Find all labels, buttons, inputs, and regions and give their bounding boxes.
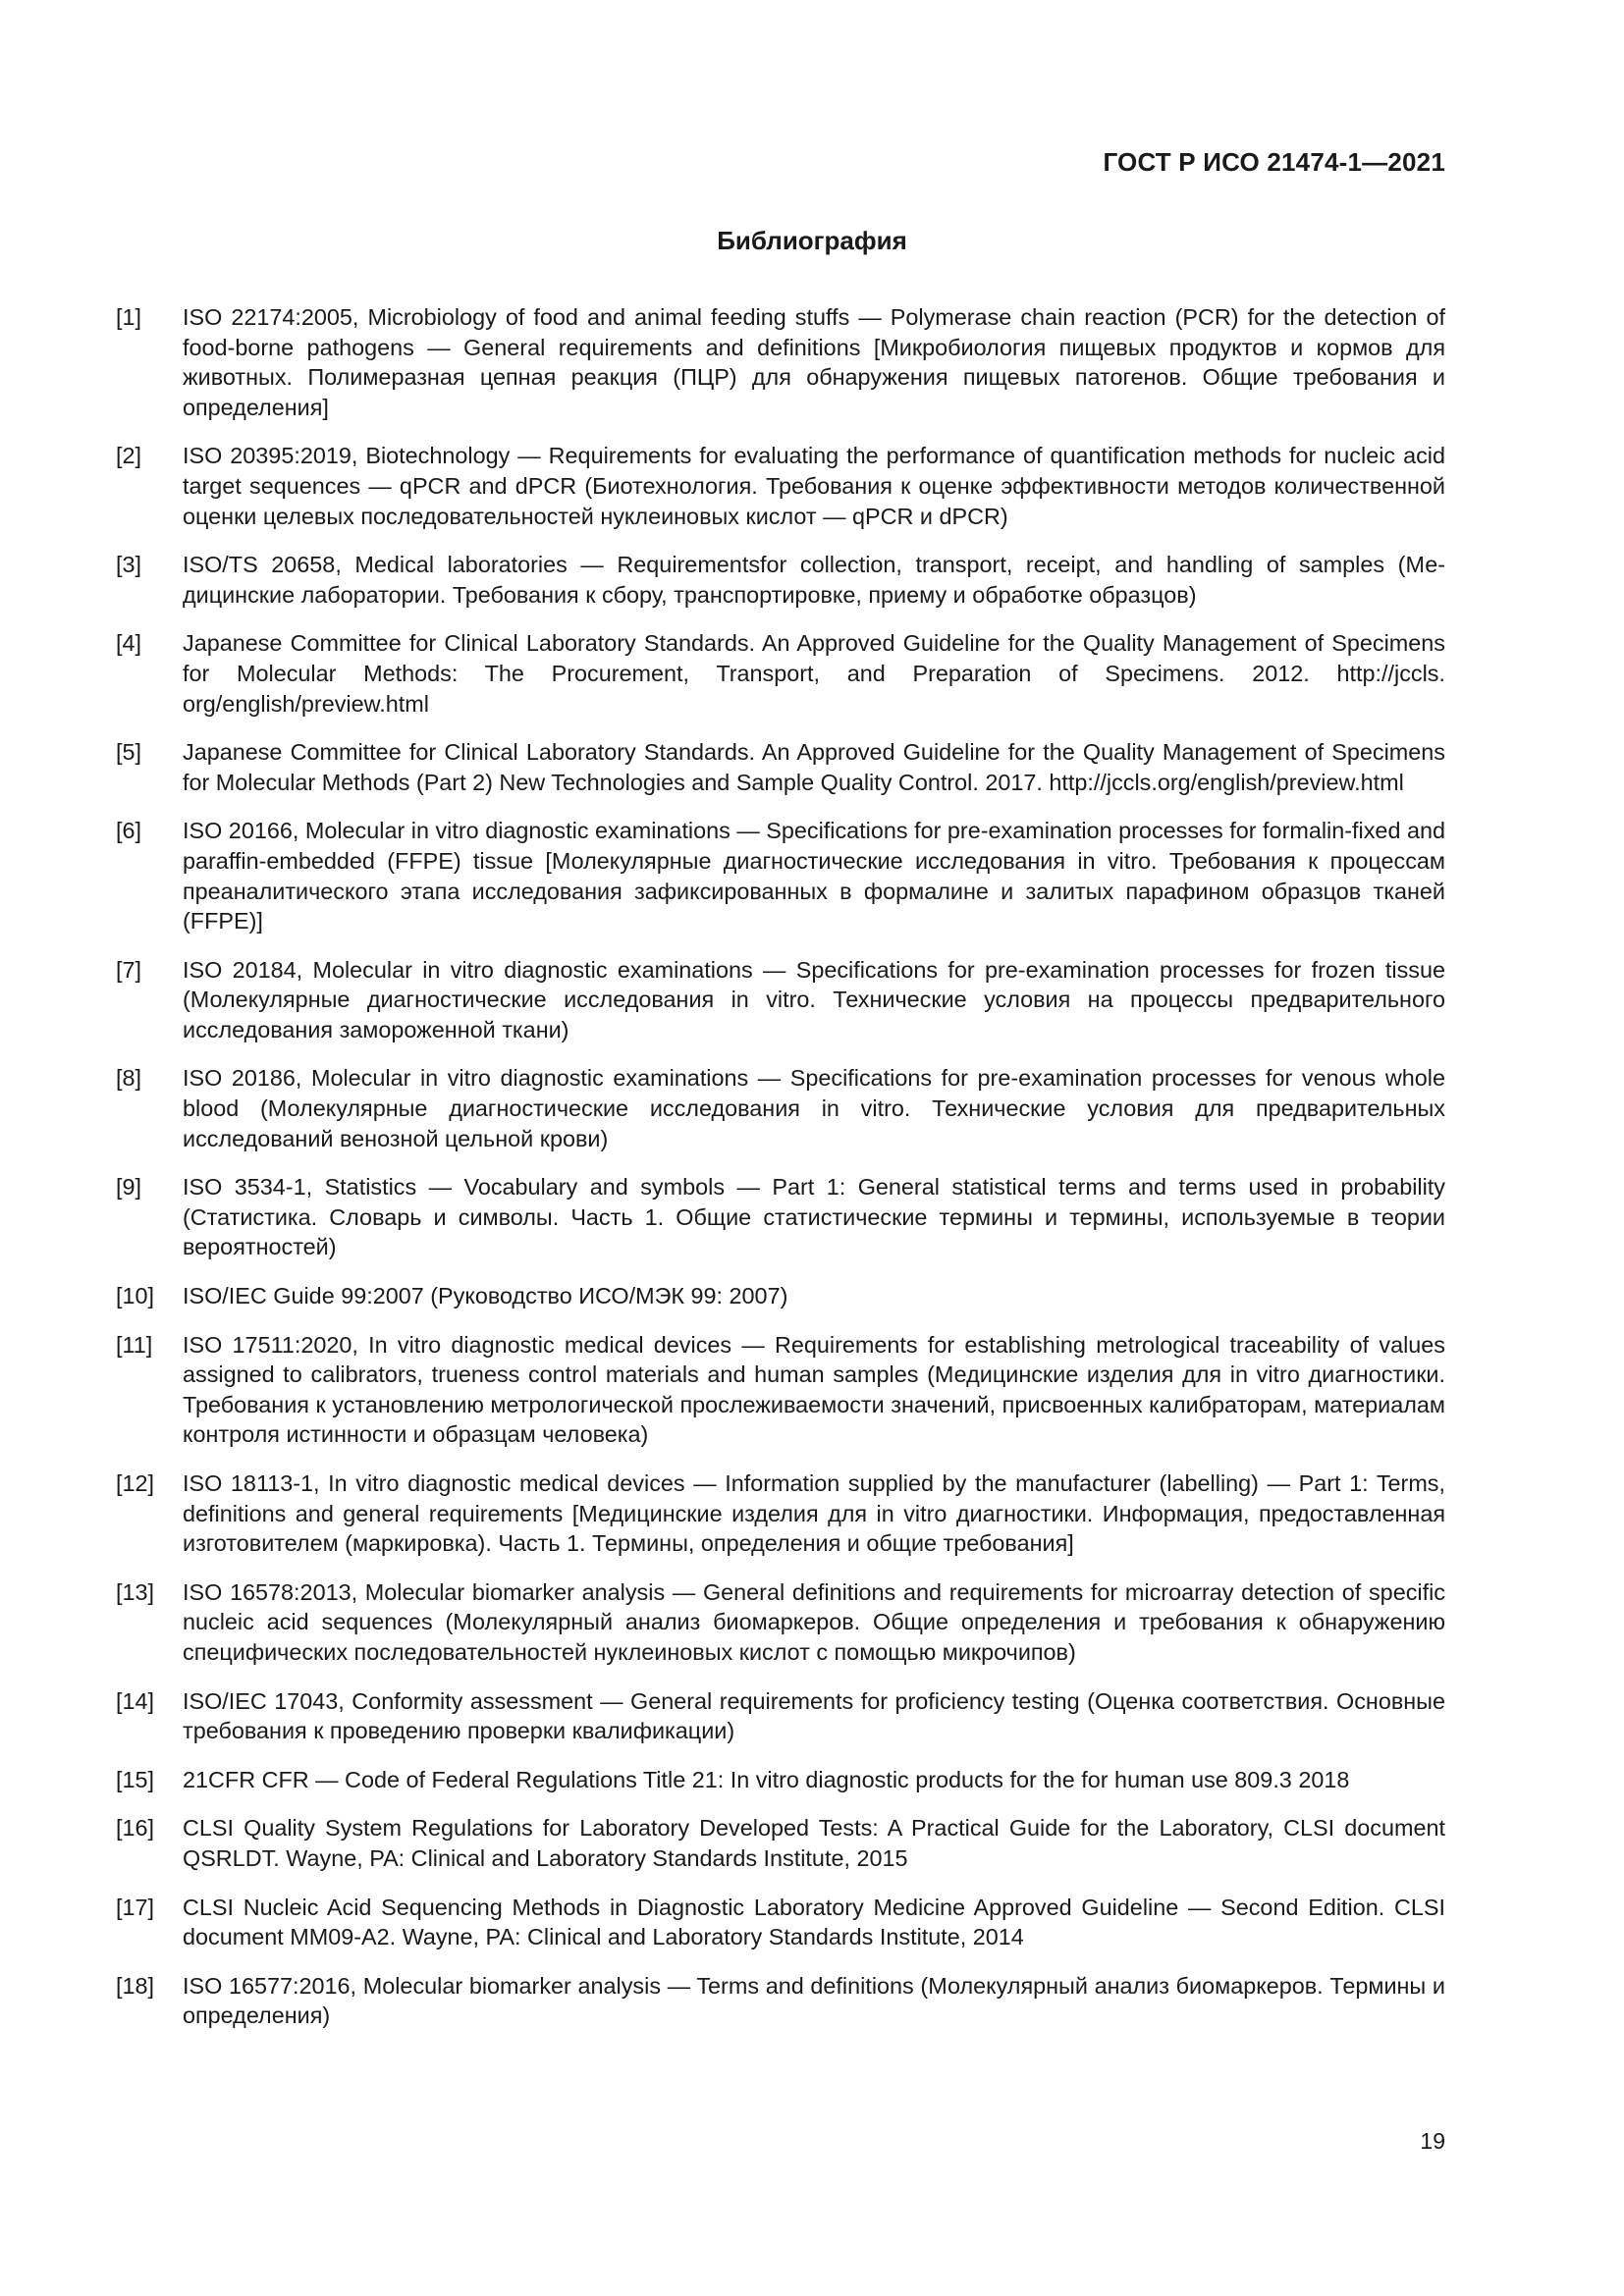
bibliography-entry [116,955,1445,1045]
entry-number: [16] [116,1815,155,1842]
entry-text: Japanese Committee for Clinical Laboratory Standards. An Approved Guideline for the Quality Management of Specimens for Molecular Methods (Part 2) New Technologies and Sample Quality Control. 2017. http://jccls.org/​english/preview.html [183,739,1445,795]
bibliography-entry [116,1686,1445,1746]
entry-number: [18] [116,1972,155,1999]
entry-text: ISO/TS 20658, Medical laboratories — Requirementsfor collection, transport, receipt, and handling of samples (Медицинские лаборатории. Требования к сбору, транспортировке, приему и обработке образцов) [183,552,1445,608]
bibliography-entry [116,550,1445,610]
bibliography-entry [116,1281,1445,1311]
entry-text: ISO 3534-1, Statistics — Vocabulary and symbols — Part 1: General statistical terms and terms used in probability (Статистика. Словарь и символы. Часть 1. Общие статистические термины и термины, используемые в теории вероятностей) [183,1174,1445,1260]
entry-number: [7] [116,956,142,983]
entry-text: ISO 20395:2019, Biotechnology — Requirements for evaluating the performance of quantification methods for nucleic acid target sequences — qPCR and dPCR (Биотехнология. Требования к оценке эффективности методов количественной оценки целевых последовательностей нуклеиновых кислот — qPCR и dPCR) [183,443,1445,529]
bibliography-entry [116,441,1445,531]
entry-text: ISO 17511:2020, In vitro diagnostic medical devices — Requirements for establishing metrological traceability of values assigned to calibrators, trueness control materials and human samples (Медицинские изделия для in vitro диагностики. Требования к установлению метрологической прослеживаемости значений, присвоенных калибраторам, материалам контроля истинности и образцам человека) [183,1331,1445,1448]
entry-text: ISO 16578:2013, Molecular biomarker analysis — General definitions and requirements for microarray detection of specific nucleic acid sequences (Молекулярный анализ биомаркеров. Общие определения и требования к обнаружению специфических последовательностей нуклеиновых кислот с помощью микрочипов) [183,1578,1445,1665]
document-code-header: ГОСТ Р ИСО 21474-1—2021 [1103,147,1445,177]
entry-text: ISO/IEC 17043, Conformity assessment — General requirements for proficiency testing (Оценка соответствия. Основные требования к проведению проверки квалификации) [183,1687,1445,1744]
entry-number: [2] [116,443,142,469]
entry-number: [11] [116,1331,153,1358]
bibliography-entry [116,302,1445,422]
bibliography-entry [116,737,1445,797]
entry-text: ISO 22174:2005, Microbiology of food and animal feeding stuffs — Polymerase chain reaction (PCR) for the detection of food-borne pathogens — General requirements and definitions [Микробиология пищевых продуктов и кормов для животных. Полимеразная цепная реакция (ПЦР) для обнаружения пищевых патогенов. Общие требования и определения] [183,304,1445,420]
bibliography-entry [116,1765,1445,1795]
bibliography-entry [116,1468,1445,1559]
entry-number: [17] [116,1894,155,1920]
entry-number: [10] [116,1283,155,1309]
entry-text: ISO 20184, Molecular in vitro diagnostic examinations — Specifications for pre-examination processes for frozen tissue (Молекулярные диагностические исследования in vitro. Технические условия на процессы предварительного исследования замороженной ткани) [183,956,1445,1042]
entry-number: [4] [116,630,142,657]
bibliography-entry [116,1813,1445,1873]
entry-number: [3] [116,552,142,578]
entry-text: CLSI Quality System Regulations for Laboratory Developed Tests: A Practical Guide for the Laboratory, CLSI document QSRLDT. Wayne, PA: Clinical and Laboratory Standards Institute, 2015 [183,1815,1445,1871]
bibliography-entry [116,628,1445,719]
entry-number: [14] [116,1687,155,1714]
entry-text: ISO 20166, Molecular in vitro diagnostic examinations — Specifications for pre-examination processes for formalin-​fixed and paraffin-embedded (FFPE) tissue [Молекулярные диагностические исследования in vitro. Требования к процессам преаналитического этапа исследования зафиксированных в формалине и залитых парафином образцов тканей (FFPE)] [183,818,1445,934]
bibliography-entry [116,1893,1445,1952]
bibliography-entry [116,1577,1445,1668]
bibliography-entry [116,1172,1445,1262]
entry-text: Japanese Committee for Clinical Laboratory Standards. An Approved Guideline for the Quality Management of Specimens for Molecular Methods: The Procurement, Transport, and Preparation of Specimens. 2012. http://jccls.​org/english/preview.html [183,630,1445,717]
entry-text: ISO 18113-1, In vitro diagnostic medical devices — Information supplied by the manufacturer (labelling) — Part 1: Terms, definitions and general requirements [Медицинские изделия для in vitro диагностики. Информация, предоставленная изготовителем (маркировка). Часть 1. Термины, определения и общие требования] [183,1470,1445,1557]
bibliography-entry [116,1330,1445,1450]
entry-text: ISO 16577:2016, Molecular biomarker analysis — Terms and definitions (Молекулярный анализ биомаркеров. Термины и определения) [183,1972,1445,2029]
page-number: 19 [1420,2128,1445,2154]
bibliography-entry [116,1063,1445,1153]
entry-number: [15] [116,1766,155,1792]
entry-number: [1] [116,304,142,330]
entry-number: [12] [116,1470,155,1496]
entry-number: [13] [116,1578,155,1605]
entry-number: [9] [116,1174,142,1201]
section-title: Библиография [717,226,907,255]
entry-text: CLSI Nucleic Acid Sequencing Methods in Diagnostic Laboratory Medicine Approved Guideline — Second Edition. CLSI document MM09-A2. Wayne, PA: Clinical and Laboratory Standards Institute, 2014 [183,1894,1445,1950]
entry-number: [5] [116,739,142,766]
entry-text: ISO 20186, Molecular in vitro diagnostic examinations — Specifications for pre-examination processes for venous whole blood (Молекулярные диагностические исследования in vitro. Технические условия для предварительных исследований венозной цельной крови) [183,1065,1445,1151]
bibliography-entry [116,816,1445,935]
entry-number: [6] [116,818,142,844]
entry-text: ISO/IEC Guide 99:2007 (Руководство ИСО/МЭК 99: 2007) [183,1283,788,1309]
bibliography-entry [116,1971,1445,2031]
entry-text: 21CFR CFR — Code of Federal Regulations Title 21: In vitro diagnostic products for the for human use 809.3 2018 [183,1766,1350,1792]
entry-number: [8] [116,1065,142,1092]
bibliography-list [116,302,1445,2050]
